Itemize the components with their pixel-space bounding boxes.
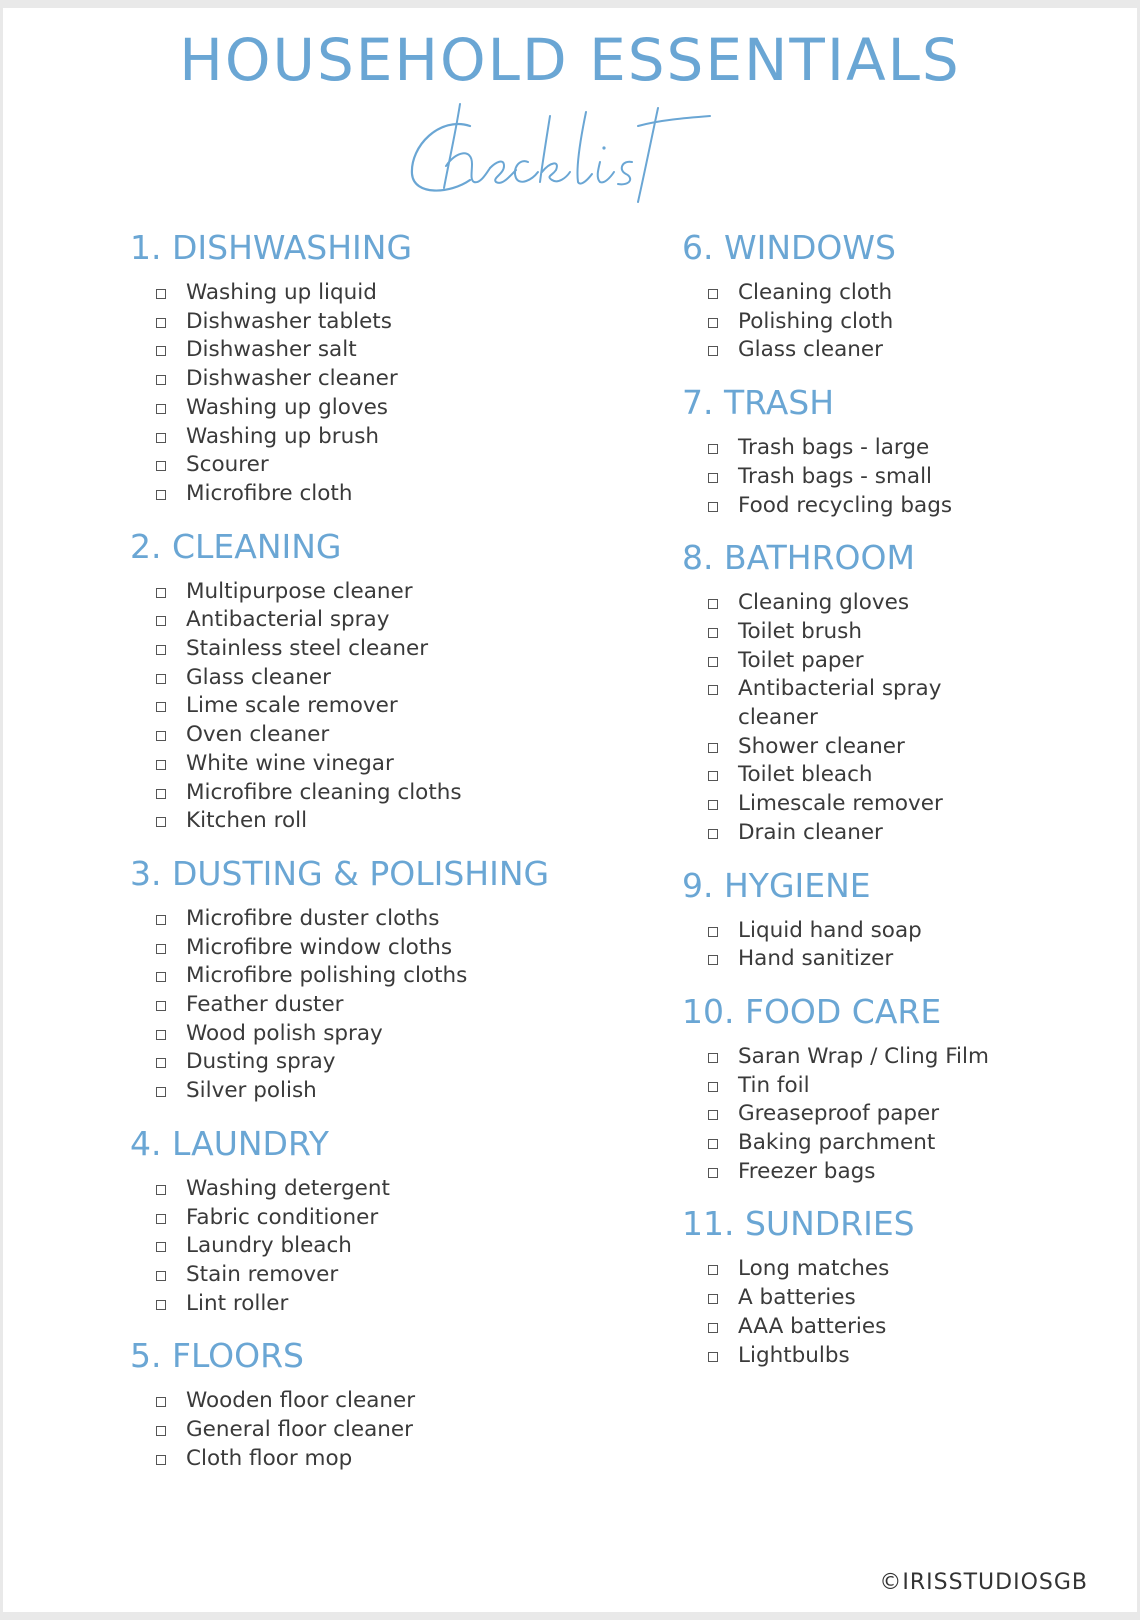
checkbox-icon[interactable] (156, 944, 166, 954)
checkbox-icon[interactable] (708, 599, 718, 609)
section-food-care (682, 992, 989, 1187)
checkbox-icon[interactable] (156, 674, 166, 684)
checklist (682, 589, 989, 847)
section-laundry (130, 1124, 549, 1319)
checklist (682, 1043, 989, 1187)
checkbox-icon[interactable] (156, 915, 166, 925)
checklist-item[interactable]: Greaseproof paper (708, 1100, 989, 1129)
checklist-item[interactable]: Saran Wrap / Cling Film (708, 1043, 989, 1072)
checkbox-icon[interactable] (156, 461, 166, 471)
checklist-item[interactable]: Trash bags - small (708, 463, 989, 492)
checklist-item[interactable]: General floor cleaner (156, 1416, 549, 1445)
checklist-item[interactable]: Antibacterial spray (156, 606, 549, 635)
checklist-item[interactable]: Liquid hand soap (708, 917, 989, 946)
section-dishwashing (130, 228, 549, 509)
checklist-item[interactable]: Washing up liquid (156, 279, 549, 308)
checklist-item[interactable]: Dishwasher tablets (156, 308, 549, 337)
checklist-item[interactable]: Oven cleaner (156, 721, 549, 750)
checkbox-icon[interactable] (708, 1294, 718, 1304)
checklist-item[interactable]: Kitchen roll (156, 807, 549, 836)
section-title: 8. BATHROOM (682, 538, 915, 578)
checklist-item[interactable]: Baking parchment (708, 1129, 989, 1158)
checkbox-icon[interactable] (156, 760, 166, 770)
checklist-item[interactable]: Washing detergent (156, 1175, 549, 1204)
checkbox-icon[interactable] (708, 1352, 718, 1362)
checkbox-icon[interactable] (156, 375, 166, 385)
checklist-item[interactable]: Microfibre polishing cloths (156, 962, 549, 991)
checklist-item[interactable]: Laundry bleach (156, 1232, 549, 1261)
checklist-item[interactable]: Multipurpose cleaner (156, 578, 549, 607)
section-title: 3. DUSTING & POLISHING (130, 853, 550, 893)
checkbox-icon[interactable] (708, 318, 718, 328)
checklist (130, 279, 549, 509)
checklist-item[interactable]: Toilet brush (708, 618, 989, 647)
checklist-item[interactable]: White wine vinegar (156, 750, 549, 779)
checkbox-icon[interactable] (156, 404, 166, 414)
section-title: 5. FLOORS (130, 1336, 304, 1376)
checklist-item[interactable]: Tin foil (708, 1072, 989, 1101)
checklist-item[interactable]: Silver polish (156, 1077, 549, 1106)
section-trash (682, 383, 989, 520)
section-sundries (682, 1204, 989, 1370)
checkbox-icon[interactable] (708, 289, 718, 299)
checkbox-icon[interactable] (708, 657, 718, 667)
checkbox-icon[interactable] (156, 645, 166, 655)
checkbox-icon[interactable] (156, 1271, 166, 1281)
checkbox-icon[interactable] (156, 1087, 166, 1097)
checkbox-icon[interactable] (156, 588, 166, 598)
checkbox-icon[interactable] (708, 1053, 718, 1063)
checklist-item[interactable]: Wooden floor cleaner (156, 1387, 549, 1416)
checkbox-icon[interactable] (156, 1455, 166, 1465)
checkbox-icon[interactable] (156, 289, 166, 299)
section-floors (130, 1336, 549, 1473)
checkbox-icon[interactable] (156, 346, 166, 356)
checklist (682, 434, 989, 520)
checklist-item[interactable]: Cleaning cloth (708, 279, 989, 308)
checkbox-icon[interactable] (156, 1058, 166, 1068)
checklist (130, 1175, 549, 1319)
section-title: 10. FOOD CARE (682, 991, 942, 1031)
copyright-text: ©IRISSTUDIOSGB (879, 1570, 1088, 1595)
checklist-item[interactable]: Microfibre cleaning cloths (156, 779, 549, 808)
section-dusting-polishing (130, 854, 549, 1106)
checklist-item[interactable]: Glass cleaner (156, 664, 549, 693)
checklist-item[interactable]: Wood polish spray (156, 1020, 549, 1049)
checklist-item[interactable]: Microfibre window cloths (156, 934, 549, 963)
checklist-item[interactable]: Microfibre cloth (156, 480, 549, 509)
checkbox-icon[interactable] (708, 927, 718, 937)
checkbox-icon[interactable] (708, 829, 718, 839)
checkbox-icon[interactable] (156, 1242, 166, 1252)
checkbox-icon[interactable] (708, 1110, 718, 1120)
checkbox-icon[interactable] (708, 502, 718, 512)
checklist (130, 1387, 549, 1473)
checklist-item[interactable]: Limescale remover (708, 790, 989, 819)
checklist-script-logo (400, 96, 730, 206)
checkbox-icon[interactable] (708, 1082, 718, 1092)
section-title: 7. TRASH (682, 383, 835, 423)
checklist-item[interactable]: Toilet bleach (708, 761, 989, 790)
section-title: 2. CLEANING (130, 526, 342, 566)
checkbox-icon[interactable] (708, 1168, 718, 1178)
checkbox-icon[interactable] (708, 1323, 718, 1333)
checklist (682, 917, 989, 974)
checkbox-icon[interactable] (708, 444, 718, 454)
section-bathroom (682, 538, 989, 847)
section-title: 1. DISHWASHING (130, 228, 413, 267)
checklist-item[interactable]: Antibacterial spray cleaner (708, 675, 968, 732)
right-column (682, 228, 989, 1370)
checklist (682, 1255, 989, 1370)
checklist-item[interactable]: Lime scale remover (156, 692, 549, 721)
checklist-item[interactable]: Polishing cloth (708, 308, 989, 337)
page-title: HOUSEHOLD ESSENTIALS (179, 26, 961, 94)
checklist-item[interactable]: Long matches (708, 1255, 989, 1284)
checkbox-icon[interactable] (708, 628, 718, 638)
checkbox-icon[interactable] (156, 1185, 166, 1195)
checkbox-icon[interactable] (708, 1265, 718, 1275)
checkbox-icon[interactable] (156, 1426, 166, 1436)
checklist-item[interactable]: Food recycling bags (708, 492, 989, 521)
section-title: 9. HYGIENE (682, 865, 871, 905)
checklist-item[interactable]: Glass cleaner (708, 336, 989, 365)
left-column (130, 228, 549, 1474)
checkbox-icon[interactable] (708, 771, 718, 781)
section-cleaning (130, 527, 549, 836)
checkbox-icon[interactable] (156, 318, 166, 328)
checklist-item[interactable]: Fabric conditioner (156, 1204, 549, 1233)
checklist-item[interactable]: Washing up brush (156, 423, 549, 452)
checkbox-icon[interactable] (156, 1030, 166, 1040)
checkbox-icon[interactable] (156, 1397, 166, 1407)
checkbox-icon[interactable] (156, 1300, 166, 1310)
checkbox-icon[interactable] (708, 955, 718, 965)
checklist-item[interactable]: Drain cleaner (708, 819, 989, 848)
checklist-item[interactable]: Toilet paper (708, 647, 989, 676)
checkbox-icon[interactable] (708, 1139, 718, 1149)
checklist-item[interactable]: Cloth floor mop (156, 1445, 549, 1474)
checklist (130, 905, 549, 1106)
section-title: 6. WINDOWS (682, 228, 896, 267)
checkbox-icon[interactable] (156, 702, 166, 712)
checkbox-icon[interactable] (156, 616, 166, 626)
checklist (682, 279, 989, 365)
checklist-item[interactable]: Feather duster (156, 991, 549, 1020)
checklist-script-icon (400, 96, 730, 206)
checkbox-icon[interactable] (708, 800, 718, 810)
checkbox-icon[interactable] (156, 1214, 166, 1224)
checkbox-icon[interactable] (708, 685, 718, 695)
checkbox-icon[interactable] (156, 817, 166, 827)
checklist-item[interactable]: A batteries (708, 1284, 989, 1313)
checkbox-icon[interactable] (708, 346, 718, 356)
section-hygiene (682, 866, 989, 974)
checkbox-icon[interactable] (156, 433, 166, 443)
checklist-item[interactable]: Dishwasher cleaner (156, 365, 549, 394)
checklist-item[interactable]: Hand sanitizer (708, 945, 989, 974)
checkbox-icon[interactable] (156, 972, 166, 982)
checklist-item[interactable]: Lint roller (156, 1290, 549, 1319)
checkbox-icon[interactable] (156, 789, 166, 799)
checklist (130, 578, 549, 836)
checkbox-icon[interactable] (156, 1001, 166, 1011)
checklist-item[interactable]: Dishwasher salt (156, 336, 549, 365)
checklist-item[interactable]: Cleaning gloves (708, 589, 989, 618)
checklist-item[interactable]: Scourer (156, 451, 549, 480)
checkbox-icon[interactable] (708, 743, 718, 753)
checklist-item[interactable]: Shower cleaner (708, 733, 989, 762)
checklist-item[interactable]: Stainless steel cleaner (156, 635, 549, 664)
checkbox-icon[interactable] (708, 473, 718, 483)
section-windows (682, 228, 989, 365)
checklist-item[interactable]: Washing up gloves (156, 394, 549, 423)
checklist-item[interactable]: AAA batteries (708, 1313, 989, 1342)
checklist-item[interactable]: Stain remover (156, 1261, 549, 1290)
checklist-item[interactable]: Lightbulbs (708, 1342, 989, 1371)
checklist-item[interactable]: Trash bags - large (708, 434, 989, 463)
checklist-item[interactable]: Microfibre duster cloths (156, 905, 549, 934)
checkbox-icon[interactable] (156, 731, 166, 741)
section-title: 11. SUNDRIES (682, 1204, 915, 1244)
checklist-item[interactable]: Freezer bags (708, 1158, 989, 1187)
checklist-item[interactable]: Dusting spray (156, 1048, 549, 1077)
checkbox-icon[interactable] (156, 490, 166, 500)
section-title: 4. LAUNDRY (130, 1123, 329, 1163)
